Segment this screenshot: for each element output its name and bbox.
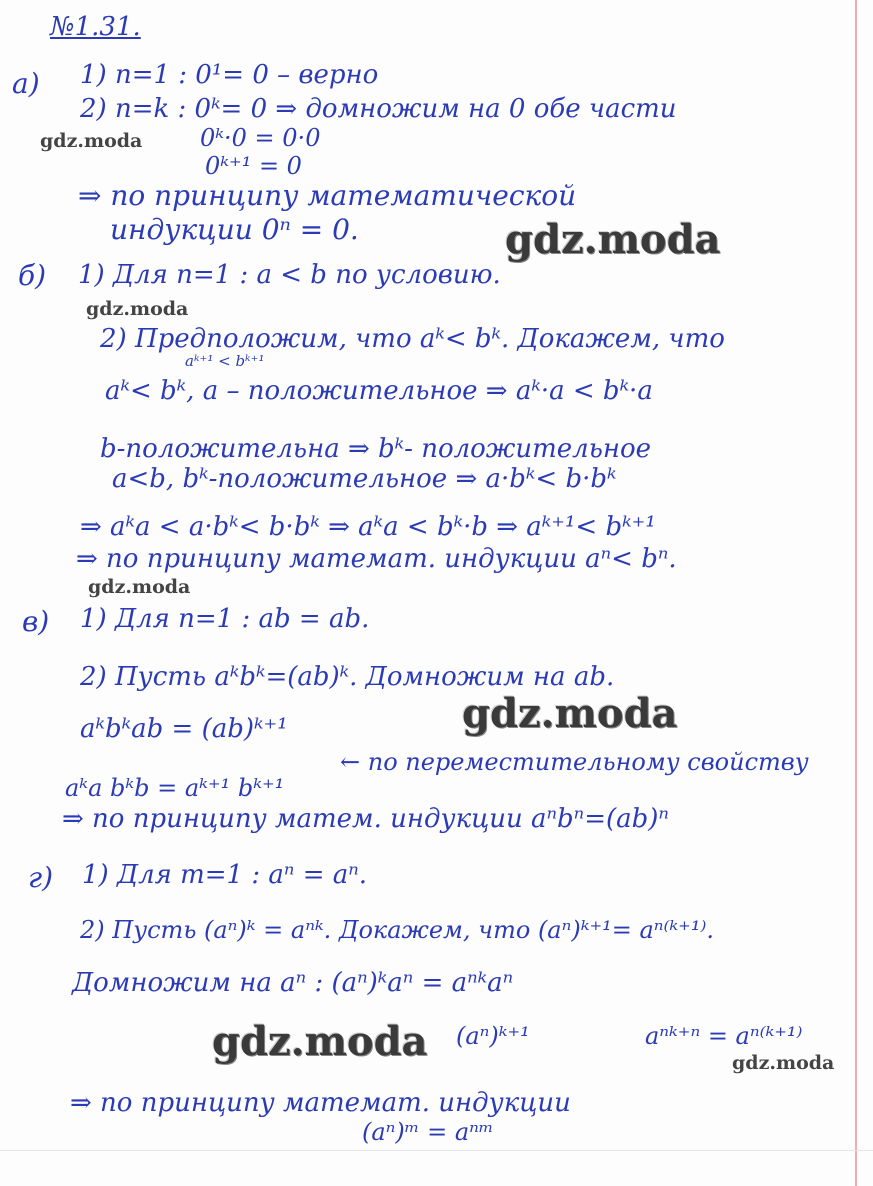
part-d-line-1: 1) Для m=1 : aⁿ = aⁿ. — [82, 860, 368, 890]
part-a-line-1: 1) n=1 : 0¹= 0 – верно — [80, 60, 379, 90]
part-b-line-6: ⇒ aᵏa < a·bᵏ< b·bᵏ ⇒ aᵏa < bᵏ·b ⇒ aᵏ⁺¹< bᵏ⁺¹ — [80, 512, 656, 542]
part-b-line-7: ⇒ по принципу математ. индукции aⁿ< bⁿ. — [76, 544, 677, 574]
part-b-line-2-sup: aᵏ⁺¹ < bᵏ⁺¹ — [185, 352, 265, 370]
part-b-line-2: 2) Предположим, что aᵏ< bᵏ. Докажем, что — [100, 324, 725, 354]
part-b-line-5: a<b, bᵏ-положительное ⇒ a·bᵏ< b·bᵏ — [112, 464, 617, 494]
part-c-line-5: ⇒ по принципу матем. индукции aⁿbⁿ=(ab)ⁿ — [62, 804, 669, 834]
part-d-line-2: 2) Пусть (aⁿ)ᵏ = aⁿᵏ. Докажем, что (aⁿ)ᵏ⁺¹= aⁿ⁽ᵏ⁺¹⁾. — [80, 916, 714, 944]
part-c-line-2: 2) Пусть aᵏbᵏ=(ab)ᵏ. Домножим на ab. — [80, 662, 615, 692]
watermark: gdz.moda — [86, 298, 189, 320]
watermark: gdz.moda — [732, 1052, 835, 1074]
part-c-line-3: aᵏbᵏab = (ab)ᵏ⁺¹ — [80, 714, 288, 744]
part-d-label: г) — [28, 861, 54, 894]
watermark: gdz.moda — [505, 216, 721, 263]
watermark: gdz.moda — [40, 130, 143, 152]
watermark: gdz.moda — [88, 576, 191, 598]
part-c-label: в) — [22, 605, 50, 638]
page-bottom-rule — [0, 1150, 873, 1151]
part-b-line-4: b-положительна ⇒ bᵏ- положительное — [100, 434, 652, 464]
part-b-line-3: aᵏ< bᵏ, a – положительное ⇒ aᵏ·a < bᵏ·a — [105, 376, 653, 406]
part-d-line-4a: (aⁿ)ᵏ⁺¹ — [456, 1022, 530, 1050]
part-b-line-1: 1) Для n=1 : a < b по условию. — [78, 260, 501, 290]
part-a-line-5: ⇒ по принципу математической — [78, 179, 577, 212]
part-d-line-4b: aⁿᵏ⁺ⁿ = aⁿ⁽ᵏ⁺¹⁾ — [645, 1022, 803, 1050]
part-a-line-2: 2) n=k : 0ᵏ= 0 ⇒ домножим на 0 обе части — [80, 94, 677, 124]
part-d-line-5: ⇒ по принципу математ. индукции — [70, 1088, 571, 1118]
part-a-label: а) — [12, 67, 40, 100]
part-a-line-6: индукции 0ⁿ = 0. — [110, 213, 359, 246]
part-d-line-6: (aⁿ)ᵐ = aⁿᵐ — [362, 1118, 494, 1146]
margin-line — [855, 0, 857, 1186]
watermark: gdz.moda — [212, 1018, 428, 1065]
part-c-line-4-note: ← по переместительному свойству — [340, 748, 809, 776]
part-a-line-4: 0ᵏ⁺¹ = 0 — [205, 152, 302, 180]
part-c-line-4: aᵏa bᵏb = aᵏ⁺¹ bᵏ⁺¹ — [65, 774, 285, 802]
part-d-line-3: Домножим на aⁿ : (aⁿ)ᵏaⁿ = aⁿᵏaⁿ — [72, 968, 514, 998]
part-b-label: б) — [18, 259, 47, 292]
part-a-line-3: 0ᵏ·0 = 0·0 — [200, 124, 321, 152]
watermark: gdz.moda — [462, 690, 678, 737]
problem-title: №1.31. — [50, 12, 141, 42]
part-c-line-1: 1) Для n=1 : ab = ab. — [80, 604, 370, 634]
